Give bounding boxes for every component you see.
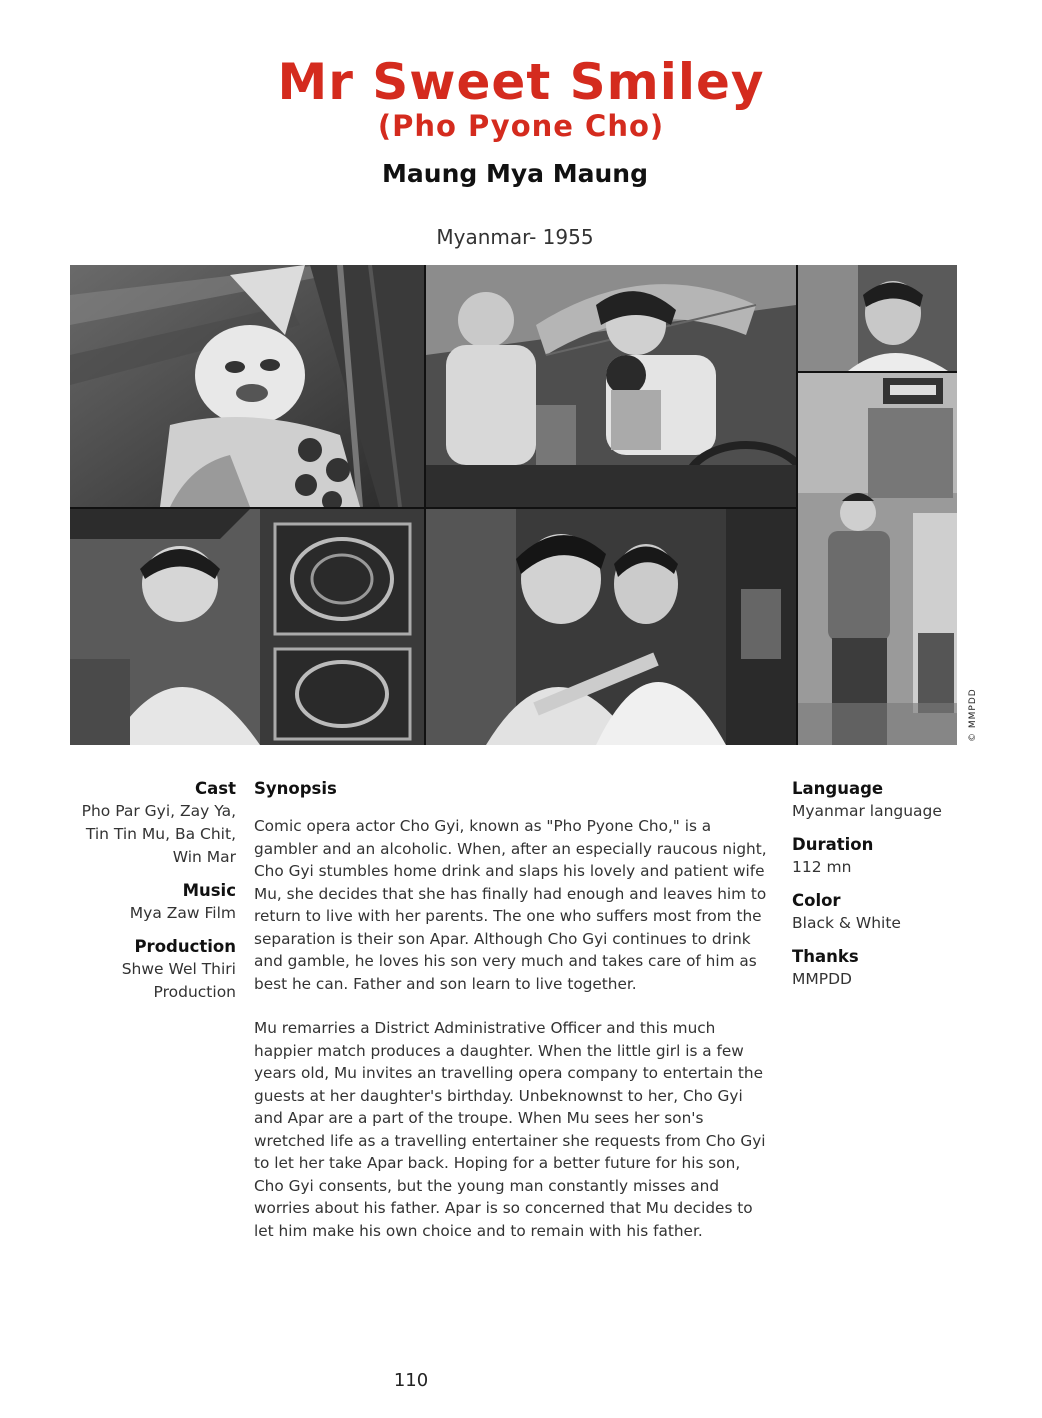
synopsis-paragraph-1: Comic opera actor Cho Gyi, known as "Pho Pyone Cho," is a gambler and an alcoholic. When, after an especially raucous night, Cho Gyi stumbles home drink and slaps his lovely and patient wife Mu, she decides that she has finally had enough and leaves him to return to live with her parents. The one who suffers most from the separation is their son Apar. Although Cho Gyi continues to drink and gamble, he loves his son very much and takes care of him as best he can. Father and son learn to live together.	[254, 817, 767, 993]
film-stills-collage	[70, 265, 957, 745]
synopsis-label: Synopsis	[254, 779, 337, 798]
country-year: Myanmar- 1955	[436, 225, 594, 249]
thanks-label: Thanks	[792, 947, 859, 966]
original-title: (Pho Pyone Cho)	[377, 109, 665, 143]
language-value: Myanmar language	[792, 802, 942, 820]
photo-credit: © MMPDD	[968, 688, 978, 742]
duration-value: 112 mn	[792, 858, 852, 876]
film-title: Mr Sweet Smiley	[277, 53, 765, 111]
details-column	[792, 777, 992, 991]
director-name: Maung Mya Maung	[382, 159, 648, 188]
page-number: 110	[393, 1370, 429, 1391]
still-woman-ornate-screen	[70, 509, 424, 745]
color-value: Black & White	[792, 914, 901, 932]
still-woman-and-boy	[426, 509, 796, 745]
cast-label: Cast	[195, 779, 236, 798]
still-family-umbrella	[426, 265, 796, 507]
music-value: Mya Zaw Film	[129, 904, 236, 922]
synopsis-paragraph-2: Mu remarries a District Administrative Officer and this much happier match produces a daughter. When the little girl is a few years old, Mu invites an travelling opera company to entertain the guests at her daughter's birthday. Unbeknownst to her, Cho Gyi and Apar are a part of the troupe. When Mu sees her son's wretched life as a travelling entertainer she requests from Cho Gyi to let her take Apar back. Hoping for a better future for his son, Cho Gyi consents, but the young man constantly misses and worries about his father. Apar is so concerned that Mu decides to let him make his own choice and to remain with his father.	[254, 1019, 766, 1240]
thanks-value: MMPDD	[792, 970, 852, 988]
production-value: Shwe Wel Thiri Production	[121, 960, 236, 1001]
color-label: Color	[792, 891, 841, 910]
language-label: Language	[792, 779, 884, 798]
cast-value: Pho Par Gyi, Zay Ya, Tin Tin Mu, Ba Chit, Win Mar	[81, 802, 236, 866]
duration-label: Duration	[792, 835, 874, 854]
still-clown	[70, 265, 424, 507]
credits-column	[70, 777, 236, 1004]
synopsis-section	[254, 777, 774, 1242]
still-man-at-stall	[798, 373, 957, 745]
still-man-portrait	[798, 265, 957, 371]
production-label: Production	[134, 937, 236, 956]
music-label: Music	[182, 881, 236, 900]
